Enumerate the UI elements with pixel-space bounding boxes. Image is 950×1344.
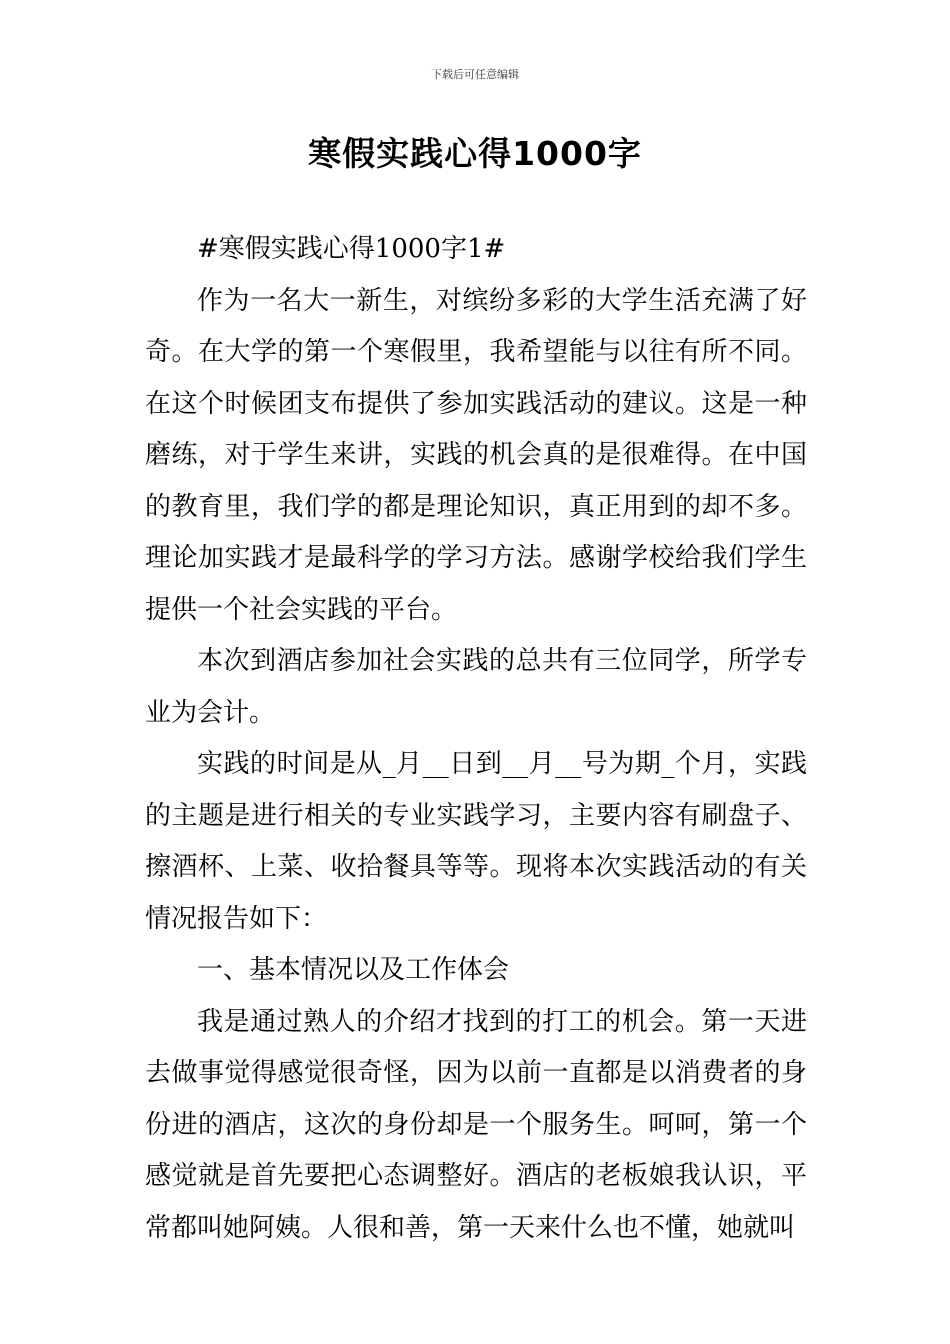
header-note: 下载后可任意编辑 <box>431 68 519 81</box>
paragraph-schedule: 实践的时间是从_月__日到__月__号为期_个月，实践的主题是进行相关的专业实践学习，主要内容有刷盘子、擦酒杯、上菜、收拾餐具等等。现将本次实践活动的有关情况报告如下： <box>145 749 807 934</box>
document-body <box>145 224 807 1254</box>
paragraph-intro: 作为一名大一新生，对缤纷多彩的大学生活充满了好奇。在大学的第一个寒假里，我希望能与以往有所不同。在这个时候团支布提供了参加实践活动的建议。这是一种磨练，对于学生来讲，实践的机会真的是很难得。在中国的教育里，我们学的都是理论知识，真正用到的却不多。理论加实践才是最科学的学习方法。感谢学校给我们学生提供一个社会实践的平台。 <box>145 285 807 625</box>
document-title: 寒假实践心得1000字 <box>308 134 642 173</box>
paragraph-participants: 本次到酒店参加社会实践的总共有三位同学，所学专业为会计。 <box>145 646 807 728</box>
paragraph-section-heading: #寒假实践心得1000字1# <box>197 234 506 264</box>
paragraph-experience: 我是通过熟人的介绍才找到的打工的机会。第一天进去做事觉得感觉很奇怪，因为以前一直都是以消费者的身份进的酒店，这次的身份却是一个服务生。呵呵，第一个感觉就是首先要把心态调整好。酒店的老板娘我认识，平常都叫她阿姨。人很和善，第一天来什么也不懂，她就叫 <box>145 1006 807 1243</box>
paragraph-subheading: 一、基本情况以及工作体会 <box>197 955 510 985</box>
